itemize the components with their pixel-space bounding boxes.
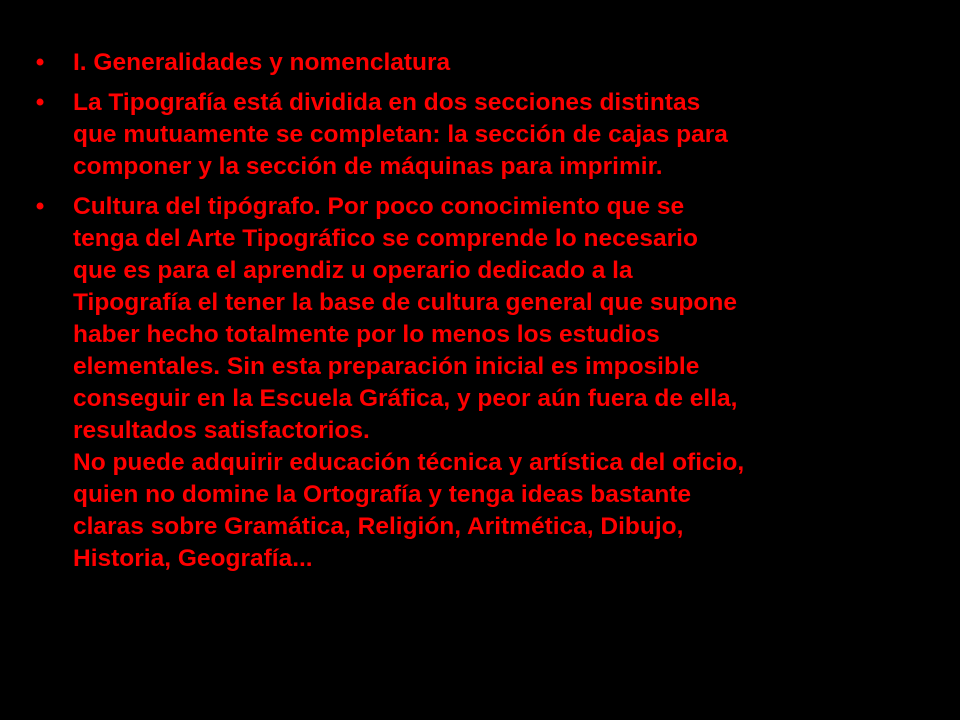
- bullet-icon: •: [35, 193, 45, 220]
- bullet-text-line: quien no domine la Ortografía y tenga ideas bastante: [73, 481, 692, 508]
- bullet-item-culture: [30, 191, 958, 575]
- bullet-text-line: La Tipografía está dividida en dos secciones distintas: [73, 89, 701, 116]
- bullet-icon: •: [35, 89, 45, 116]
- bullet-text-line: claras sobre Gramática, Religión, Aritmética, Dibujo,: [73, 513, 684, 540]
- bullet-text-line: que es para el aprendiz u operario dedicado a la: [73, 257, 633, 284]
- bullet-icon: •: [35, 49, 45, 76]
- bullet-text-line: conseguir en la Escuela Gráfica, y peor aún fuera de ella,: [73, 385, 738, 412]
- bullet-text-line: elementales. Sin esta preparación inicial es imposible: [73, 353, 700, 380]
- bullet-item-heading: [30, 47, 958, 79]
- bullet-text-line: componer y la sección de máquinas para imprimir.: [73, 153, 663, 180]
- bullet-list: [30, 47, 958, 583]
- bullet-text-line: haber hecho totalmente por lo menos los estudios: [73, 321, 660, 348]
- bullet-text-line: I. Generalidades y nomenclatura: [73, 49, 451, 76]
- bullet-text-line: Cultura del tipógrafo. Por poco conocimiento que se: [73, 193, 685, 220]
- bullet-text-line: resultados satisfactorios.: [73, 417, 370, 444]
- bullet-item-sections: [30, 87, 958, 183]
- bullet-text-line: que mutuamente se completan: la sección de cajas para: [73, 121, 728, 148]
- bullet-text-line: Tipografía el tener la base de cultura general que supone: [73, 289, 737, 316]
- bullet-text-line: No puede adquirir educación técnica y artística del oficio,: [73, 449, 745, 476]
- bullet-text-line: tenga del Arte Tipográfico se comprende lo necesario: [73, 225, 698, 252]
- bullet-text-line: Historia, Geografía...: [73, 545, 313, 572]
